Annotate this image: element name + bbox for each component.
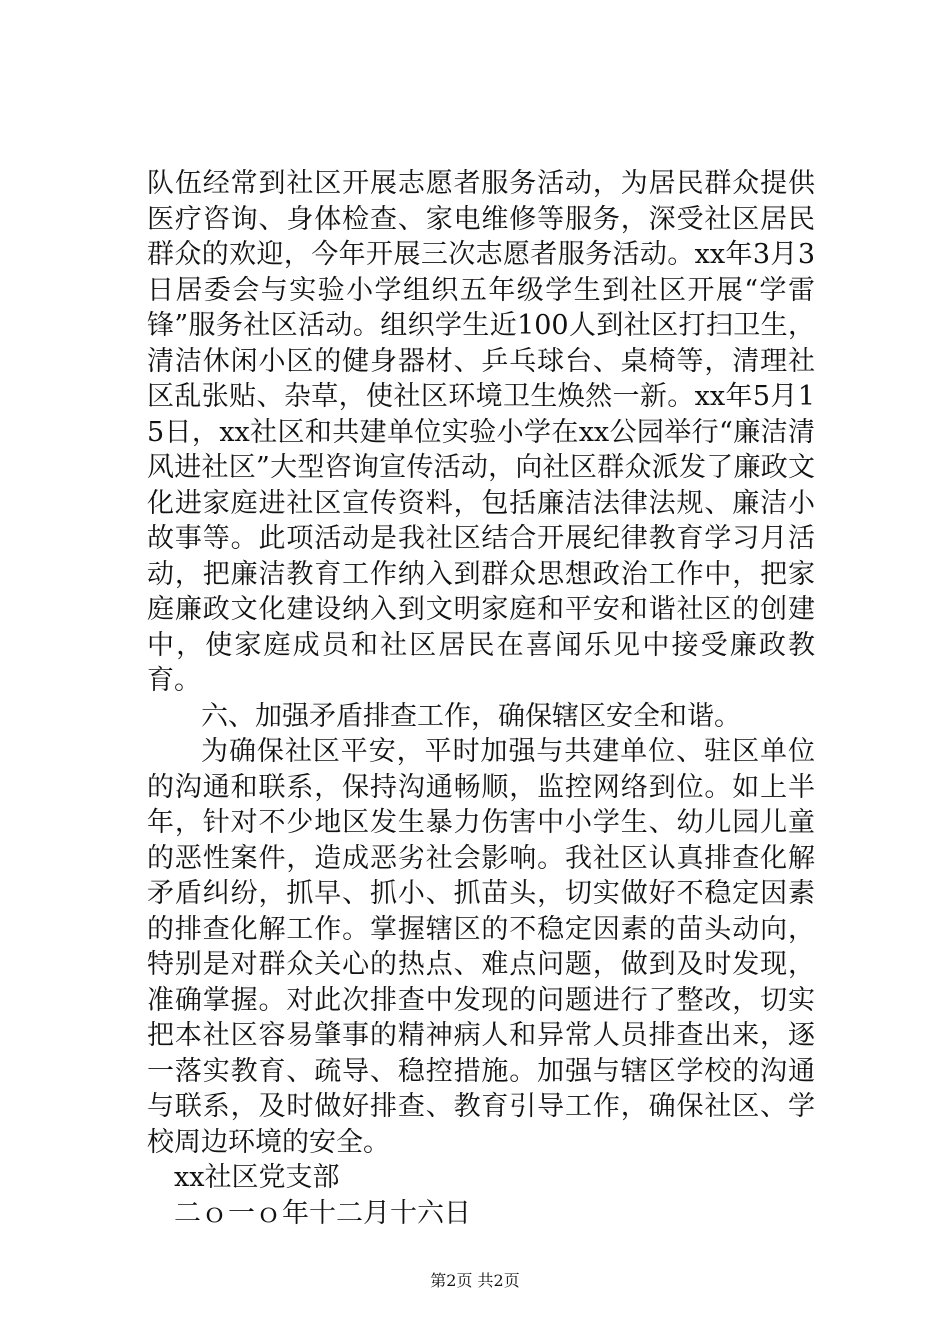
paragraph-volunteer-activities: 队伍经常到社区开展志愿者服务活动，为居民群众提供医疗咨询、身体检查、家电维修等服务，深受社区居民群众的欢迎，今年开展三次志愿者服务活动。xx年3月3日居委会与实验小学组织五年级学生到社区开展“学雷锋”服务社区活动。组织学生近100人到社区打扫卫生，清洁休闲小区的健身器材、乒乓球台、桌椅等，清理社区乱张贴、杂草，使社区环境卫生焕然一新。xx年5月15日，xx社区和共建单位实验小学在xx公园举行“廉洁清风进社区”大型咨询宣传活动，向社区群众派发了廉政文化进家庭进社区宣传资料，包括廉洁法律法规、廉洁小故事等。此项活动是我社区结合开展纪律教育学习月活动，把廉洁教育工作纳入到群众思想政治工作中，把家庭廉政文化建设纳入到文明家庭和平安和谐社区的创建中，使家庭成员和社区居民在喜闻乐见中接受廉政教育。 (147, 168, 815, 696)
section-heading-six: 六、加强矛盾排查工作，确保辖区安全和谐。 (201, 700, 741, 732)
signature-date: 二ｏ一ｏ年十二月十六日 (174, 1197, 471, 1229)
paragraph-conflict-investigation: 为确保社区平安，平时加强与共建单位、驻区单位的沟通和联系，保持沟通畅顺，监控网络到位。如上半年，针对不少地区发生暴力伤害中小学生、幼儿园儿童的恶性案件，造成恶劣社会影响。我社区认真排查化解矛盾纠纷，抓早、抓小、抓苗头，切实做好不稳定因素的排查化解工作。掌握辖区的不稳定因素的苗头动向，特别是对群众关心的热点、难点问题，做到及时发现，准确掌握。对此次排查中发现的问题进行了整改，切实把本社区容易肇事的精神病人和异常人员排查出来，逐一落实教育、疏导、稳控措施。加强与辖区学校的沟通与联系，及时做好排查、教育引导工作，确保社区、学校周边环境的安全。 (147, 736, 815, 1158)
page-footer: 第2页 共2页 (430, 1271, 520, 1290)
document-body (147, 166, 815, 1231)
signature-organization: xx社区党支部 (174, 1162, 340, 1193)
